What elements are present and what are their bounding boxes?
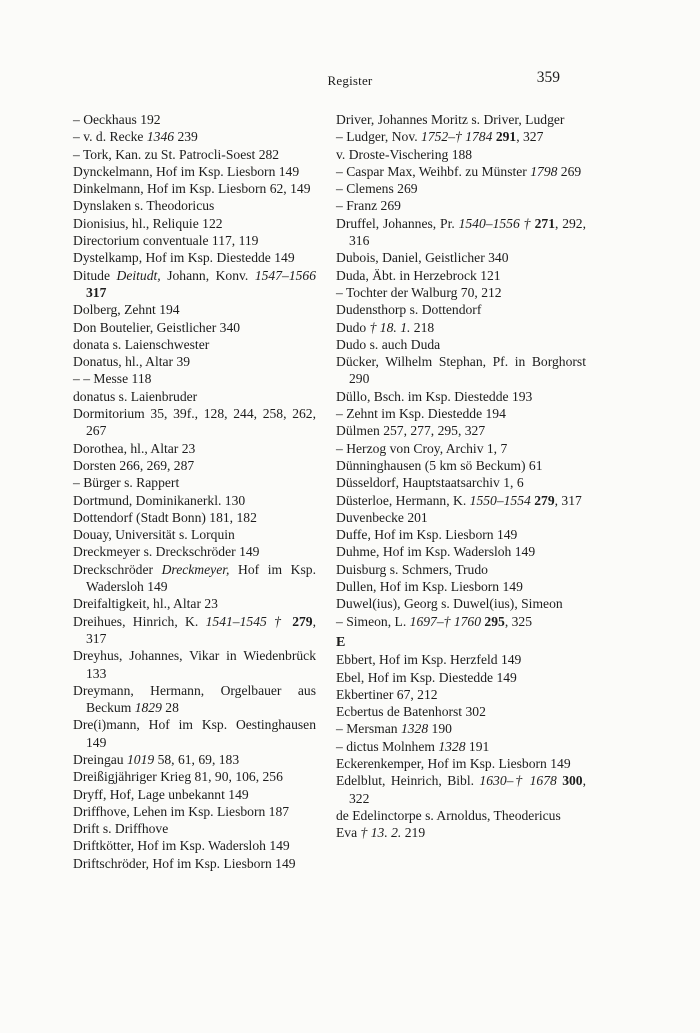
index-entry: – Herzog von Croy, Archiv 1, 7 [336, 440, 508, 456]
index-entry: – Franz 269 [336, 198, 401, 214]
index-entry: Dülmen 257, 277, 295, 327 [336, 423, 486, 439]
index-entry: Dullen, Hof im Ksp. Liesborn 149 [336, 579, 523, 595]
index-entry: Ebbert, Hof im Ksp. Herzfeld 149 [336, 652, 522, 668]
index-entry: Driffhove, Lehen im Ksp. Liesborn 187 [73, 803, 290, 819]
index-entry: Duhme, Hof im Ksp. Wadersloh 149 [336, 544, 536, 560]
index-entry: – Clemens 269 [336, 181, 418, 197]
index-entry: Dolberg, Zehnt 194 [73, 302, 180, 318]
index-entries-d [336, 111, 586, 630]
index-entry: Dystelkamp, Hof im Ksp. Diestedde 149 [73, 250, 295, 266]
index-entry: Ecbertus de Batenhorst 302 [336, 704, 486, 720]
index-column-right [336, 111, 586, 841]
index-entry: Donatus, hl., Altar 39 [73, 354, 191, 370]
index-entry: Dubois, Daniel, Geistlicher 340 [336, 250, 509, 266]
index-column-left [73, 111, 316, 872]
index-entry: Dünninghausen (5 km sö Beckum) 61 [336, 457, 543, 473]
index-entry: – Simeon, L. 1697–† 1760 295, 325 [336, 613, 532, 629]
index-entry: Ebel, Hof im Ksp. Diestedde 149 [336, 669, 517, 685]
index-entry: Douay, Universität s. Lorquin [73, 527, 235, 543]
index-entry: Dudo s. auch Duda [336, 336, 441, 352]
index-entry: Dreißigjähriger Krieg 81, 90, 106, 256 [73, 769, 283, 785]
index-entry: Düsterloe, Hermann, K. 1550–1554 279, 317 [336, 492, 582, 508]
index-entry: – Oeckhaus 192 [73, 112, 161, 127]
index-entry: – Caspar Max, Weihbf. zu Münster 1798 269 [336, 163, 582, 179]
index-entry: – dictus Molnhem 1328 191 [336, 738, 490, 754]
index-entry: Dreyhus, Johannes, Vikar in Wiedenbrück 133 [73, 648, 316, 681]
index-entry: – – Messe 118 [73, 371, 152, 387]
index-entry: – Tochter der Walburg 70, 212 [336, 284, 502, 300]
index-entry: – Bürger s. Rappert [73, 475, 180, 491]
index-entry: Duisburg s. Schmers, Trudo [336, 561, 488, 577]
index-entry: Dreifaltigkeit, hl., Altar 23 [73, 596, 218, 612]
index-entry: Eva † 13. 2. 219 [336, 825, 426, 841]
index-entry: de Edelinctorpe s. Arnoldus, Theodericus [336, 807, 561, 823]
index-entry: Duffe, Hof im Ksp. Liesborn 149 [336, 527, 518, 543]
index-entry: Duwel(ius), Georg s. Duwel(ius), Simeon [336, 596, 563, 612]
index-entry: Dücker, Wilhelm Stephan, Pf. in Borghorst 290 [336, 354, 586, 387]
index-entry: Duda, Äbt. in Herzebrock 121 [336, 267, 501, 283]
index-entry: Dortmund, Dominikanerkl. 130 [73, 492, 246, 508]
index-entry: Driftkötter, Hof im Ksp. Wadersloh 149 [73, 838, 290, 854]
section-letter-heading: E [336, 634, 346, 650]
index-entry: – Mersman 1328 190 [336, 721, 452, 737]
index-entry: Dudo † 18. 1. 218 [336, 319, 435, 335]
index-entry: Dottendorf (Stadt Bonn) 181, 182 [73, 509, 257, 525]
index-entry: Düllo, Bsch. im Ksp. Diestedde 193 [336, 388, 533, 404]
index-entry: – v. d. Recke 1346 239 [73, 129, 198, 145]
index-entry: Dreckschröder Dreckmeyer, Hof im Ksp. Wadersloh 149 [73, 561, 316, 595]
index-entry: Ditude Deitudt, Johann, Konv. 1547–1566 317 [73, 267, 316, 300]
index-entry: Dreymann, Hermann, Orgelbauer aus Beckum 1829 28 [73, 682, 316, 716]
index-entry: – Tork, Kan. zu St. Patrocli-Soest 282 [73, 146, 280, 162]
index-entry: Eckerenkemper, Hof im Ksp. Liesborn 149 [336, 755, 571, 771]
header-title: Register [327, 73, 373, 88]
index-entry: Duvenbecke 201 [336, 509, 428, 525]
index-entry: Dorsten 266, 269, 287 [73, 457, 195, 473]
index-entry: Driver, Johannes Moritz s. Driver, Ludger [336, 112, 565, 127]
index-entry: Driftschröder, Hof im Ksp. Liesborn 149 [73, 855, 296, 871]
index-entry: Dorothea, hl., Altar 23 [73, 440, 196, 456]
index-entry: Dryff, Hof, Lage unbekannt 149 [73, 786, 249, 802]
index-entry: Druffel, Johannes, Pr. 1540–1556 † 271, 292, 316 [336, 215, 587, 249]
index-entry: Drift s. Driffhove [73, 821, 169, 837]
index-entry: v. Droste-Vischering 188 [336, 146, 473, 162]
index-entry: Dreckmeyer s. Dreckschröder 149 [73, 544, 260, 560]
index-entry: Dre(i)mann, Hof im Ksp. Oestinghausen 149 [73, 717, 316, 750]
index-entries-e [336, 651, 586, 841]
page-number: 359 [536, 69, 560, 86]
index-entry: donata s. Laienschwester [73, 336, 210, 352]
index-entry: Dreingau 1019 58, 61, 69, 183 [73, 751, 240, 767]
index-entry: – Zehnt im Ksp. Diestedde 194 [336, 406, 506, 422]
index-entry: Dinkelmann, Hof im Ksp. Liesborn 62, 149 [73, 181, 311, 197]
index-entry: Directorium conventuale 117, 119 [73, 233, 259, 249]
index-entry: Dynckelmann, Hof im Ksp. Liesborn 149 [73, 163, 300, 179]
index-entry: – Ludger, Nov. 1752–† 1784 291, 327 [336, 129, 544, 145]
index-entry: Düsseldorf, Hauptstaatsarchiv 1, 6 [336, 475, 524, 491]
index-entry: Dudensthorp s. Dottendorf [336, 302, 482, 318]
index-entry: Don Boutelier, Geistlicher 340 [73, 319, 241, 335]
index-entry: Ekbertiner 67, 212 [336, 686, 438, 702]
index-entry: donatus s. Laienbruder [73, 388, 198, 404]
index-entry: Dreihues, Hinrich, K. 1541–1545 † 279, 317 [73, 613, 316, 646]
index-entry: Dynslaken s. Theodoricus [73, 198, 215, 214]
index-entry: Dormitorium 35, 39f., 128, 244, 258, 262, 267 [73, 406, 316, 439]
index-entry: Edelblut, Heinrich, Bibl. 1630–† 1678 300, 322 [336, 773, 586, 806]
index-entry: Dionisius, hl., Reliquie 122 [73, 215, 223, 231]
